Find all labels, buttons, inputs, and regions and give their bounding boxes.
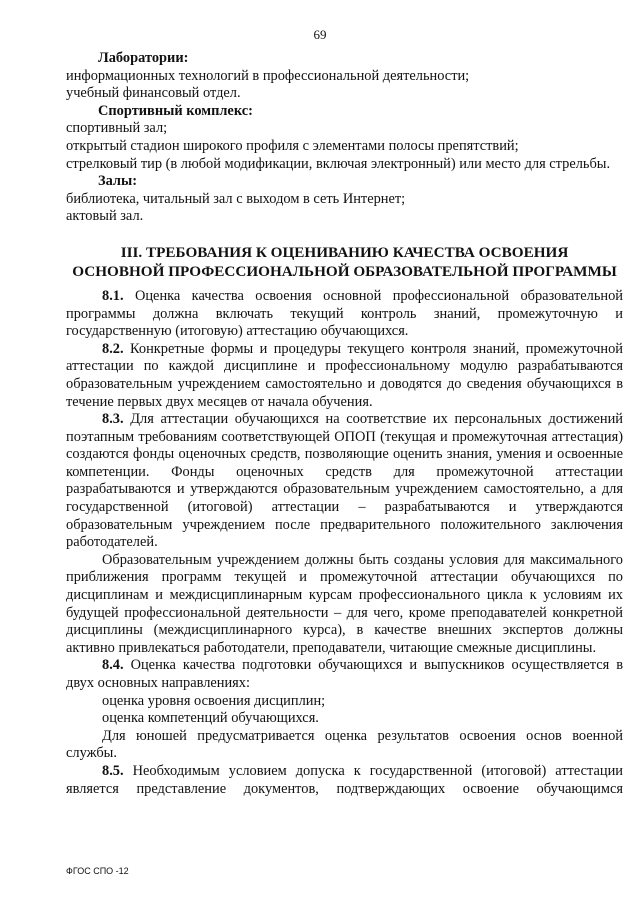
list-item: оценка уровня освоения дисциплин; (102, 692, 326, 709)
paragraph-8-3 (66, 411, 623, 552)
paragraph-text: Оценка качества подготовки обучающихся и выпускников осуществляется в двух основных направлениях: (66, 657, 623, 691)
page-content (66, 50, 623, 798)
paragraph-8-4 (66, 657, 623, 692)
halls-item: актовый зал. (66, 208, 144, 225)
labs-heading: Лаборатории: (98, 50, 189, 66)
paragraph-text: Для аттестации обучающихся на соответствие их персональных достижений поэтапным требованиям соответствующей ОПОП (текущая и промежуточная аттестация) создаются фонды оценочных средств, позволяющие оценить знания, умения и освоенные компетенции. Фонды оценочных средств для промежуточной аттестации разрабатываются и утверждаются образовательным учреждением самостоятельно, а для государственной (итоговой) аттестации – разрабатываются и утверждаются образовательным учреждением после предварительного положительного заключения работодателей. (66, 411, 623, 551)
clause-number: 8.2. (102, 340, 124, 357)
clause-number: 8.4. (102, 657, 124, 674)
page-number: 69 (313, 27, 327, 42)
paragraph-text: Оценка качества освоения основной профессиональной образовательной программы должна включать текущий контроль знаний, промежуточную и государственную (итоговую) аттестацию обучающихся. (66, 287, 623, 340)
labs-item: учебный финансовый отдел. (66, 85, 241, 102)
sports-item: открытый стадион широкого профиля с элементами полосы препятствий; (66, 137, 519, 154)
clause-number: 8.5. (102, 762, 124, 779)
sports-item: спортивный зал; (66, 120, 168, 137)
paragraph-8-1 (66, 288, 623, 341)
section-title-line: ОСНОВНОЙ ПРОФЕССИОНАЛЬНОЙ ОБРАЗОВАТЕЛЬНОЙ ПРОГРАММЫ (72, 262, 617, 280)
labs-item: информационных технологий в профессиональной деятельности; (66, 67, 470, 84)
sports-heading: Спортивный комплекс: (98, 102, 253, 119)
paragraph-8-2 (66, 341, 623, 411)
paragraph-military-service: Для юношей предусматривается оценка результатов освоения основ военной службы. (66, 727, 623, 762)
halls-item: библиотека, читальный зал с выходом в сеть Интернет; (66, 190, 406, 207)
footer-code: ФГОС СПО -12 (66, 866, 129, 876)
paragraph-8-5 (66, 763, 623, 798)
section-title (66, 243, 623, 281)
clause-number: 8.1. (102, 287, 124, 304)
list-item: оценка компетенций обучающихся. (102, 710, 319, 727)
halls-heading: Залы: (98, 173, 138, 190)
clause-number: 8.3. (102, 411, 124, 428)
paragraph-text: Конкретные формы и процедуры текущего контроля знаний, промежуточной аттестации по каждой дисциплине и профессиональному модулю разрабатываются образовательным учреждением самостоятельно и доводятся до сведения обучающихся в течение первых двух месяцев от начала обучения. (66, 340, 623, 410)
paragraph-text: Необходимым условием допуска к государственной (итоговой) аттестации является представление документов, подтверждающих освоение обучающимся (66, 762, 623, 797)
sports-item: стрелковый тир (в любой модификации, включая электронный) или место для стрельбы. (66, 155, 611, 172)
paragraph-8-3-continued: Образовательным учреждением должны быть созданы условия для максимального приближения программ текущей и промежуточной аттестации обучающихся по дисциплинам и междисциплинарным курсам профессионального цикла к условиям их будущей профессиональной деятельности – для чего, кроме преподавателей конкретной дисциплины (междисциплинарного курса), в качестве внешних экспертов должны активно привлекаться работодатели, преподаватели, читающие смежные дисциплины. (66, 551, 623, 656)
section-title-line: III. ТРЕБОВАНИЯ К ОЦЕНИВАНИЮ КАЧЕСТВА ОСВОЕНИЯ (120, 243, 569, 261)
